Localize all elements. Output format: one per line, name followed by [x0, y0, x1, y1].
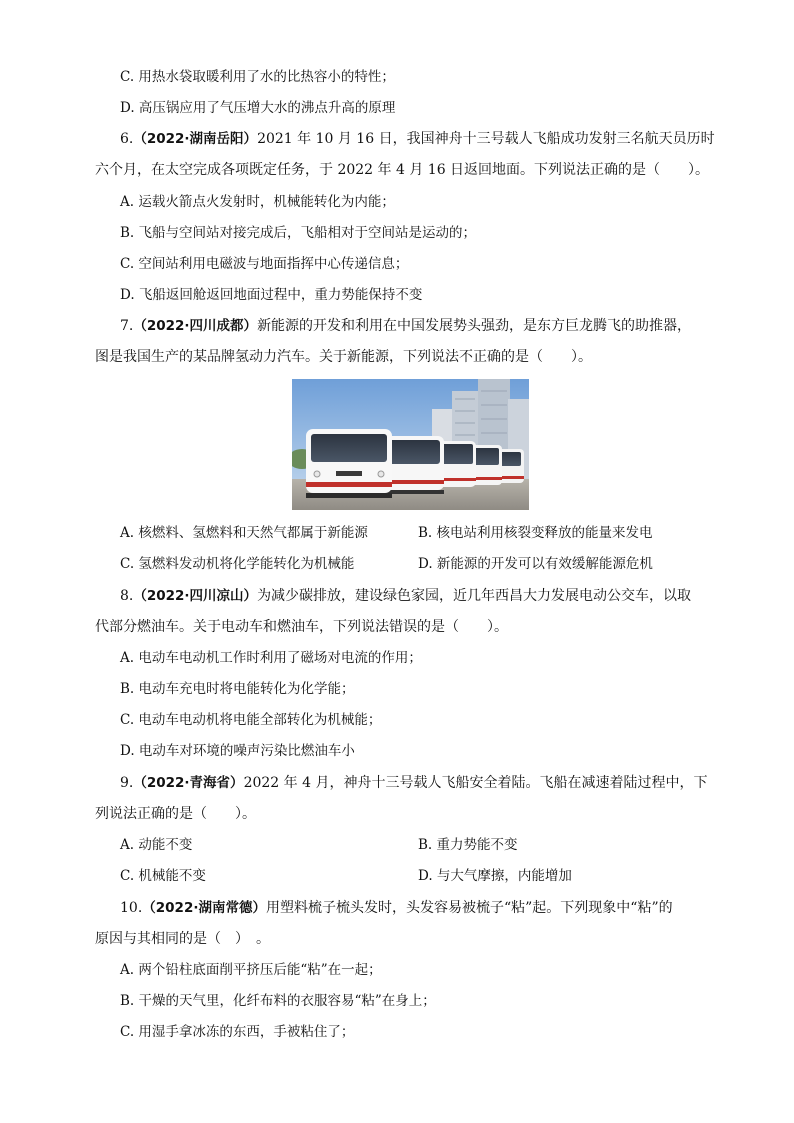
q8-source: （2022·四川凉山）	[133, 588, 258, 604]
q7-number: 7.	[120, 318, 134, 334]
bus-photo-illustration	[292, 379, 529, 510]
q7-option-d: D. 新能源的开发可以有效缓解能源危机	[418, 556, 653, 572]
q6-number: 6.	[120, 131, 134, 147]
q9-number: 9.	[120, 775, 134, 791]
q7-option-c: C. 氢燃料发动机将化学能转化为机械能	[120, 556, 355, 572]
q8-option-a: A. 电动车电动机工作时利用了磁场对电流的作用；	[120, 650, 422, 666]
q6-source: （2022·湖南岳阳）	[133, 131, 258, 147]
q7-stem-line1	[120, 316, 691, 336]
q9-stem-line2: 列说法正确的是（ ）。	[95, 806, 256, 822]
q10-source: （2022·湖南常德）	[142, 900, 266, 916]
q5-option-d: D. 高压锅应用了气压增大水的沸点升高的原理	[120, 100, 396, 116]
q5-option-c: C. 用热水袋取暖利用了水的比热容小的特性；	[120, 69, 395, 85]
q6-option-c: C. 空间站利用电磁波与地面指挥中心传递信息；	[120, 256, 409, 272]
q6-option-b: B. 飞船与空间站对接完成后，飞船相对于空间站是运动的；	[120, 225, 477, 241]
q9-stem1: 2022 年 4 月，神舟十三号载人飞船安全着陆。飞船在减速着陆过程中，下	[243, 775, 708, 791]
q9-source: （2022·青海省）	[133, 775, 244, 791]
q10-option-a: A. 两个铅柱底面削平挤压后能“粘”在一起；	[120, 962, 382, 978]
q9-option-d: D. 与大气摩擦，内能增加	[418, 868, 572, 884]
q10-option-c: C. 用湿手拿冰冻的东西，手被粘住了；	[120, 1024, 355, 1040]
q9-option-a: A. 动能不变	[120, 837, 193, 853]
q8-option-b: B. 电动车充电时将电能转化为化学能；	[120, 681, 355, 697]
q8-stem-line2: 代部分燃油车。关于电动车和燃油车，下列说法错误的是（ ）。	[95, 619, 508, 635]
q7-source: （2022·四川成都）	[133, 318, 258, 334]
q6-stem1: 2021 年 10 月 16 日，我国神舟十三号载人飞船成功发射三名航天员历时	[257, 131, 715, 147]
hydrogen-bus-photo	[292, 379, 529, 510]
q10-stem-line1	[120, 898, 673, 918]
q6-stem-line1	[120, 129, 715, 149]
q8-option-d: D. 电动车对环境的噪声污染比燃油车小	[120, 743, 355, 759]
q6-option-a: A. 运载火箭点火发射时，机械能转化为内能；	[120, 194, 395, 210]
q6-stem-line2: 六个月，在太空完成各项既定任务，于 2022 年 4 月 16 日返回地面。下列说法正确的是（ ）。	[95, 162, 710, 178]
q8-stem1: 为减少碳排放，建设绿色家园，近几年西昌大力发展电动公交车，以取	[257, 588, 692, 604]
q10-stem1: 用塑料梳子梳头发时，头发容易被梳子“粘”起。下列现象中“粘”的	[265, 900, 673, 916]
q10-number: 10.	[120, 900, 143, 916]
q9-stem-line1	[120, 773, 707, 793]
q8-stem-line1	[120, 586, 691, 606]
q6-option-d: D. 飞船返回舱返回地面过程中，重力势能保持不变	[120, 287, 423, 303]
q10-stem-line2: 原因与其相同的是（ ） 。	[95, 931, 270, 947]
q9-option-c: C. 机械能不变	[120, 868, 206, 884]
q10-option-b: B. 干燥的天气里，化纤布料的衣服容易“粘”在身上；	[120, 993, 436, 1009]
q8-number: 8.	[120, 588, 134, 604]
q7-option-a: A. 核燃料、氢燃料和天然气都属于新能源	[120, 525, 368, 541]
q7-stem1: 新能源的开发和利用在中国发展势头强劲，是东方巨龙腾飞的助推器，	[257, 318, 692, 334]
q7-stem-line2: 图是我国生产的某品牌氢动力汽车。关于新能源，下列说法不正确的是（ ）。	[95, 349, 592, 365]
q8-option-c: C. 电动车电动机将电能全部转化为机械能；	[120, 712, 382, 728]
q7-option-b: B. 核电站利用核裂变释放的能量来发电	[418, 525, 653, 541]
q9-option-b: B. 重力势能不变	[418, 837, 518, 853]
